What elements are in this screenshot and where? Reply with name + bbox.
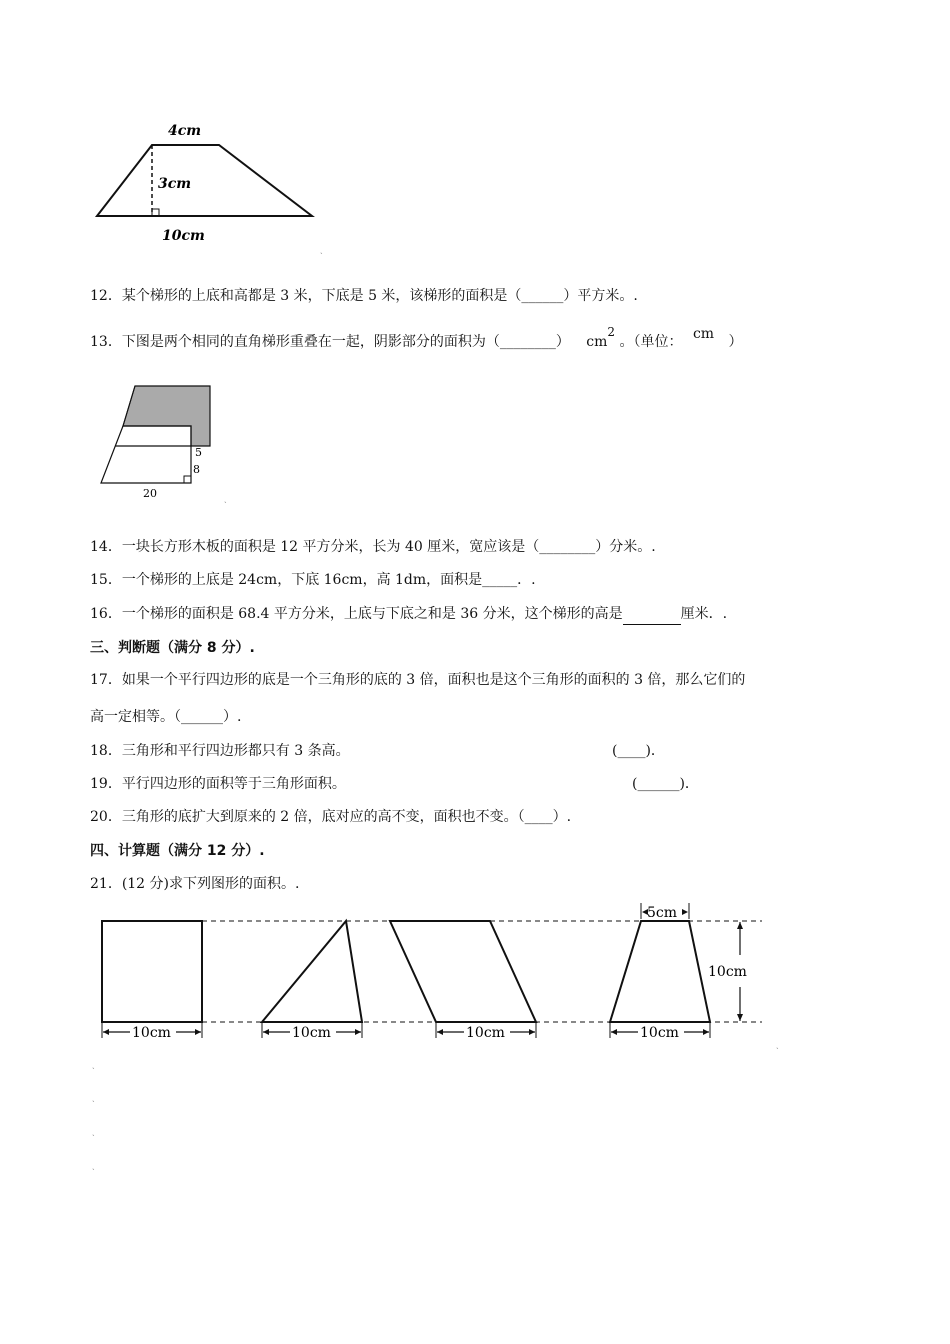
paragraph-mark: ˎ (320, 245, 323, 254)
paragraph-mark: ˎ (92, 1161, 95, 1170)
trapezoid-base-label: 10cm (640, 1025, 679, 1041)
label-8: 8 (193, 463, 200, 476)
paragraph-mark: ˎ (776, 1040, 779, 1049)
question-13-unit2: cm (692, 326, 715, 342)
question-18: 18．三角形和平行四边形都只有 3 条高。 (90, 743, 350, 759)
trapezoid-height-label: 3cm (158, 176, 192, 192)
question-20: 20．三角形的底扩大到原来的 2 倍，底对应的高不变，面积也不变。（____）. (90, 809, 572, 825)
question-16-tail: 厘米．. (680, 606, 728, 622)
paragraph-mark: ˎ (92, 1093, 95, 1102)
paragraph-mark: ˎ (92, 1060, 95, 1069)
parallelogram-base-label: 10cm (466, 1025, 505, 1041)
question-21: 21．(12 分)求下列图形的面积。. (90, 876, 300, 892)
triangle-shape (262, 921, 362, 1022)
question-18-answer: (____)． (612, 743, 665, 759)
trapezoid-top-dimension (641, 903, 689, 921)
area-shapes-figure (90, 895, 790, 1050)
overlap-trapezoids-figure (95, 380, 245, 505)
right-angle-marker (152, 209, 159, 216)
right-angle-marker (184, 476, 191, 483)
question-14: 14．一块长方形木板的面积是 12 平方分米，长为 40 厘米，宽应该是（________）分米。. (90, 539, 656, 555)
square-base-label: 10cm (132, 1025, 171, 1041)
question-17-line-1: 17．如果一个平行四边形的底是一个三角形的底的 3 倍，面积也是这个三角形的面积的 3 倍，那么它们的 (90, 672, 746, 688)
question-13-unit: cm2 (586, 325, 616, 350)
square-base-dimension (102, 1022, 202, 1041)
section-4-heading: 四、计算题（满分 12 分）. (90, 843, 265, 859)
question-12: 12．某个梯形的上底和高都是 3 米，下底是 5 米，该梯形的面积是（______）平方米。. (90, 288, 638, 304)
label-5: 5 (195, 446, 202, 459)
trapezoid-shape (97, 145, 312, 216)
trapezoid-base-dimension (610, 1022, 710, 1041)
answer-blank (623, 604, 681, 625)
trapezoid-shape (610, 921, 710, 1022)
parallelogram-shape (390, 921, 536, 1022)
trapezoid-top-label: 5cm (647, 905, 678, 921)
question-16 (90, 604, 727, 625)
trapezoid-bottom-label: 10cm (162, 228, 205, 244)
parallelogram-base-dimension (436, 1022, 536, 1041)
question-16-text: 16．一个梯形的面积是 68.4 平方分米，上底与下底之和是 36 分米，这个梯形的高是 (90, 606, 623, 622)
paragraph-mark: ˎ (224, 494, 227, 503)
trapezoid-figure (90, 115, 330, 250)
question-13 (90, 325, 743, 352)
trapezoid-top-label: 4cm (168, 123, 202, 139)
question-15: 15．一个梯形的上底是 24cm，下底 16cm，高 1dm，面积是_____．. (90, 572, 536, 588)
lower-trapezoid (101, 426, 191, 483)
square-shape (102, 921, 202, 1022)
triangle-base-label: 10cm (292, 1025, 331, 1041)
triangle-base-dimension (262, 1022, 362, 1041)
question-13-tail: 。（单位： (619, 334, 683, 350)
question-17-line-2: 高一定相等。（______）. (90, 709, 242, 725)
question-19-answer: (______)． (632, 776, 699, 792)
height-label: 10cm (708, 964, 747, 980)
section-3-heading: 三、判断题（满分 8 分）. (90, 640, 255, 656)
question-13-text: 13．下图是两个相同的直角梯形重叠在一起，阴影部分的面积为（________） (90, 334, 570, 350)
question-19: 19．平行四边形的面积等于三角形面积。 (90, 776, 346, 792)
question-13-close: ） (728, 334, 743, 350)
shaded-region (123, 386, 210, 446)
paragraph-mark: ˎ (92, 1127, 95, 1136)
label-20: 20 (143, 487, 157, 500)
height-dimension (708, 922, 747, 1021)
